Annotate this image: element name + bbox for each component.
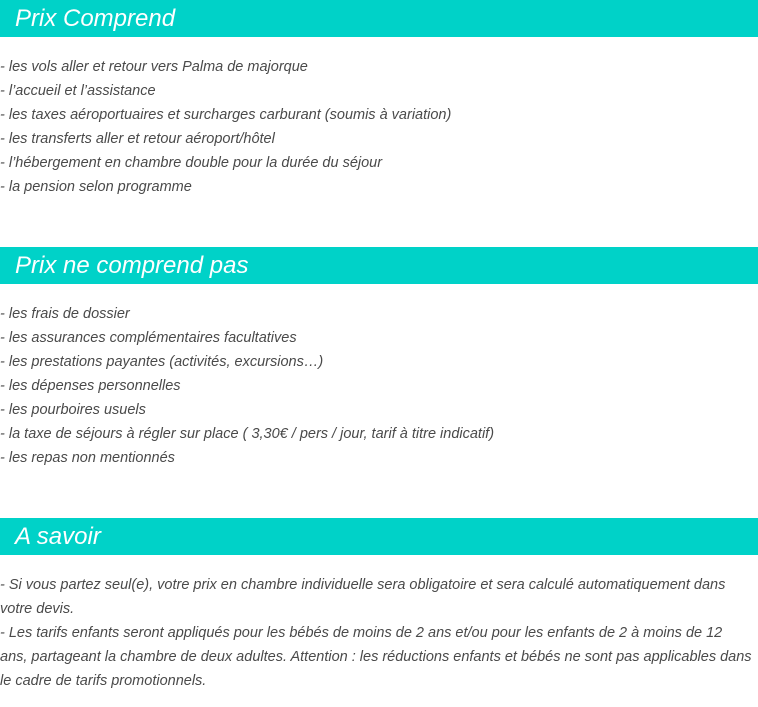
list-item: - les frais de dossier	[0, 306, 130, 322]
list-item: - les pourboires usuels	[0, 402, 146, 418]
included-list	[0, 55, 758, 199]
section-heading: Prix Comprend	[0, 0, 758, 37]
list-item: - les assurances complémentaires facultatives	[0, 330, 297, 346]
list-item: - les repas non mentionnés	[0, 450, 175, 466]
list-item: - la pension selon programme	[0, 179, 192, 195]
excluded-list	[0, 302, 758, 470]
info-paragraphs	[0, 573, 758, 693]
list-item: - les taxes aéroportuaires et surcharges carburant (soumis à variation)	[0, 107, 452, 123]
list-item: - l’hébergement en chambre double pour la durée du séjour	[0, 155, 383, 171]
list-item: - les prestations payantes (activités, excursions…)	[0, 354, 324, 370]
section-heading: Prix ne comprend pas	[0, 247, 758, 284]
section-prix-ne-comprend-pas	[0, 247, 758, 470]
list-item: - les transferts aller et retour aéroport/hôtel	[0, 131, 275, 147]
list-item: - l’accueil et l’assistance	[0, 83, 156, 99]
info-paragraph: - Si vous partez seul(e), votre prix en chambre individuelle sera obligatoire et sera calculé automatiquement dans votre devis.	[0, 577, 726, 617]
section-heading: A savoir	[0, 518, 758, 555]
section-a-savoir	[0, 518, 758, 693]
section-prix-comprend	[0, 0, 758, 199]
list-item: - les dépenses personnelles	[0, 378, 181, 394]
list-item: - la taxe de séjours à régler sur place ( 3,30€ / pers / jour, tarif à titre indicatif)	[0, 426, 495, 442]
list-item: - les vols aller et retour vers Palma de majorque	[0, 59, 308, 75]
info-paragraph: - Les tarifs enfants seront appliqués pour les bébés de moins de 2 ans et/ou pour les enfants de 2 à moins de 12 ans, partageant la chambre de deux adultes. Attention : les réductions enfants et bébés ne sont pas applicables dans le cadre de tarifs promotionnels.	[0, 625, 752, 689]
